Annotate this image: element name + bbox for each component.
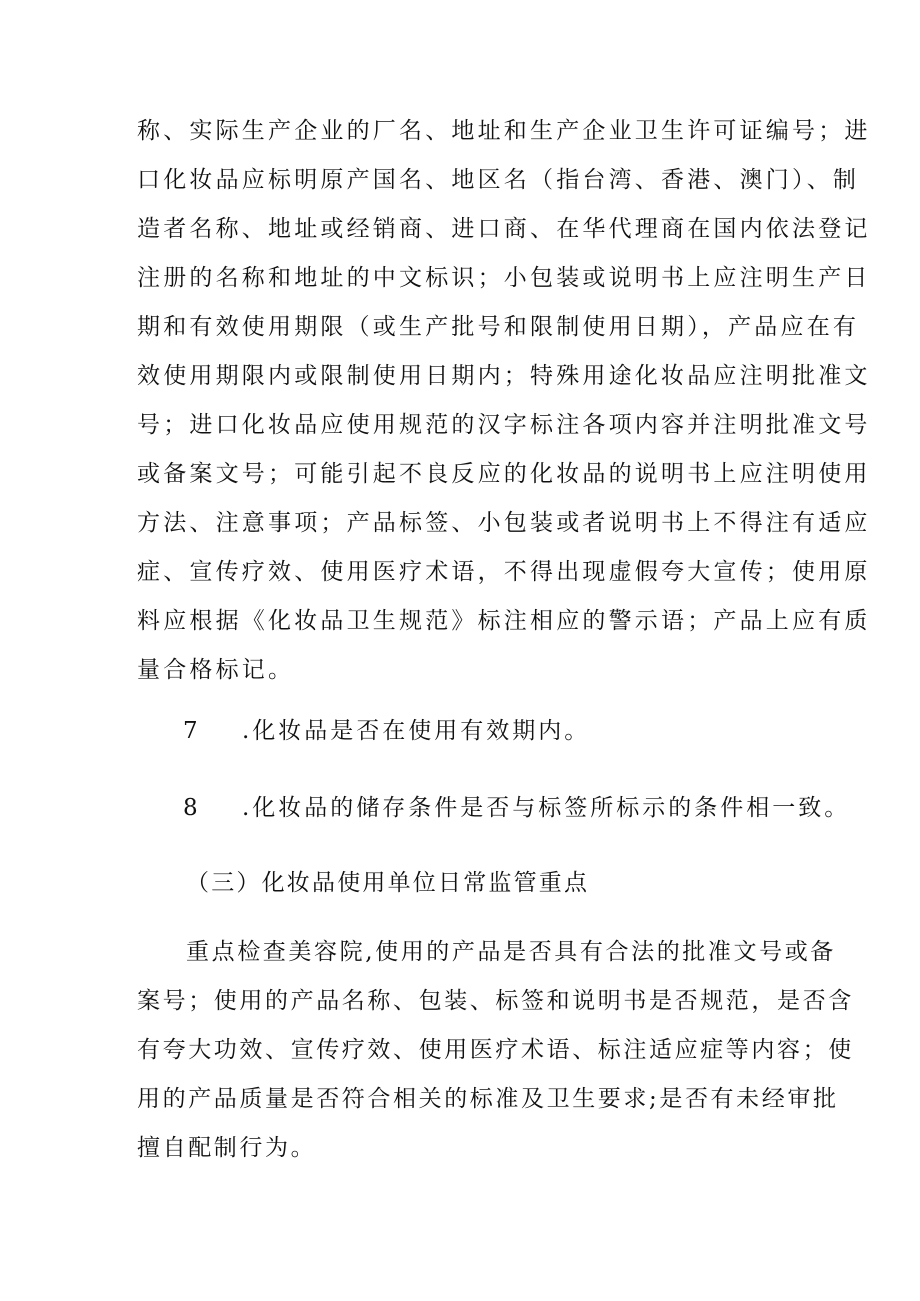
item-text: .化妆品的储存条件是否与标签所标示的条件相一致。 [242,795,851,821]
paragraph-line: 效使用期限内或限制使用日期内；特殊用途化妆品应注明批准文 [137,363,871,389]
paragraph-line: 有夸大功效、宣传疗效、使用医疗术语、标注适应症等内容；使 [137,1037,854,1063]
paragraph-line: 量合格标记。 [137,657,295,683]
paragraph-line: 重点检查美容院,使用的产品是否具有合法的批准文号或备 [186,939,836,965]
paragraph-line: 案号；使用的产品名称、包装、标签和说明书是否规范，是否含 [137,988,854,1014]
paragraph-line: 症、宣传疗效、使用医疗术语，不得出现虚假夸大宣传；使用原 [137,559,871,585]
paragraph-line: 用的产品质量是否符合相关的标准及卫生要求;是否有未经审批 [137,1086,839,1112]
paragraph-line: 料应根据《化妆品卫生规范》标注相应的警示语；产品上应有质 [137,608,871,634]
paragraph-line: 期和有效使用期限（或生产批号和限制使用日期），产品应在有 [137,314,860,340]
paragraph-line: 口化妆品应标明原产国名、地区名（指台湾、香港、澳门）、制 [137,167,860,193]
paragraph-line: 造者名称、地址或经销商、进口商、在华代理商在国内依法登记 [137,216,871,242]
item-number: 8 [183,795,198,821]
paragraph-line: 号；进口化妆品应使用规范的汉字标注各项内容并注明批准文号 [137,412,871,438]
item-number: 7 [183,718,198,744]
paragraph-line: 擅自配制行为。 [137,1135,317,1161]
section-heading: （三）化妆品使用单位日常监管重点 [186,870,590,896]
paragraph-line: 或备案文号；可能引起不良反应的化妆品的说明书上应注明使用 [137,461,871,487]
paragraph-line: 注册的名称和地址的中文标识；小包装或说明书上应注明生产日 [137,265,871,291]
paragraph-line: 方法、注意事项；产品标签、小包装或者说明书上不得注有适应 [137,510,871,536]
item-text: .化妆品是否在使用有效期内。 [242,718,591,744]
paragraph-line: 称、实际生产企业的厂名、地址和生产企业卫生许可证编号；进 [137,118,871,144]
